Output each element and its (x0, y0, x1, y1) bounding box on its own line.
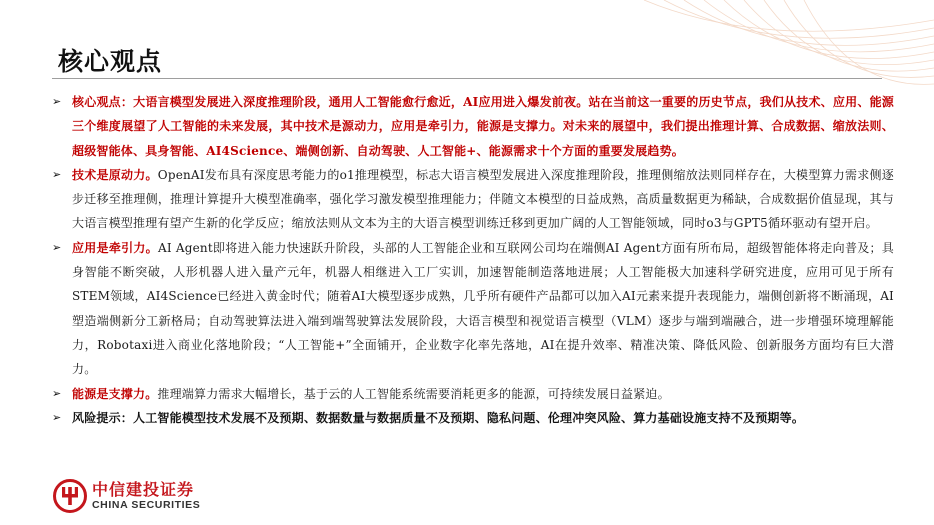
bullet-risk-body: 人工智能模型技术发展不及预期、数据数量与数据质量不及预期、隐私问题、伦理冲突风险、算力基础设施支持不及预期等。 (133, 410, 805, 425)
title-divider (52, 78, 882, 79)
logo-cn-text: 中信建投证券 (92, 479, 195, 499)
bullet-energy (52, 382, 894, 406)
bullet-energy-body: 推理端算力需求大幅增长，基于云的人工智能系统需要消耗更多的能源，可持续发展日益紧迫。 (157, 386, 670, 401)
bullet-risk (52, 406, 894, 430)
bullet-risk-lead: 风险提示： (72, 410, 134, 425)
bullet-technology (52, 163, 894, 236)
arrow-bullet-icon: ➢ (52, 386, 62, 400)
citic-logo-icon (52, 478, 88, 514)
bullet-core-view-text (72, 90, 894, 163)
bullet-core-view-body: 大语言模型发展进入深度推理阶段，通用人工智能愈行愈近，AI应用进入爆发前夜。站在当前这一重要的历史节点，我们从技术、应用、能源三个维度展望了人工智能的未来发展，其中技术是源动力，应用是牵引力，能源是支撑力。对未来的展望中，我们提出推理计算、合成数据、缩放法则、超级智能体、具身智能、AI4Science、端侧创新、自动驾驶、人工智能+、能源需求十个方面的重要发展趋势。 (72, 95, 894, 158)
bullet-technology-lead: 技术是原动力。 (72, 167, 158, 182)
bullet-risk-text (72, 406, 894, 430)
page-title: 核心观点 (58, 47, 163, 76)
logo-en-text: CHINA SECURITIES (92, 498, 201, 511)
bullet-application-lead: 应用是牵引力。 (72, 240, 158, 255)
bullet-technology-body: OpenAI发布具有深度思考能力的o1推理模型，标志大语言模型发展进入深度推理阶段，推理侧缩放法则同样存在，大模型算力需求侧逐步迁移至推理侧，推理计算提升大模型准确率，强化学习激发模型推理能力；伴随文本模型的日益成熟，高质量数据更为稀缺，合成数据价值显现，其与大语言模型推理有望产生新的化学反应；缩放法则从文本为主的大语言模型训练迁移到更加广阔的人工智能领域，同时o3与GPT5循环驱动有望开启。 (72, 167, 894, 231)
logo-text (92, 481, 200, 512)
bullet-list (52, 90, 894, 430)
bullet-application-text (72, 236, 894, 382)
bullet-core-view-lead: 核心观点： (72, 95, 134, 109)
arrow-bullet-icon: ➢ (52, 410, 62, 424)
bullet-core-view (52, 90, 894, 163)
arrow-bullet-icon: ➢ (52, 167, 62, 181)
bullet-application (52, 236, 894, 382)
company-logo (52, 478, 200, 514)
arrow-bullet-icon: ➢ (52, 95, 62, 108)
arrow-bullet-icon: ➢ (52, 240, 62, 254)
corner-line-decoration (604, 0, 934, 90)
bullet-application-body: AI Agent即将进入能力快速跃升阶段，头部的人工智能企业和互联网公司均在端侧AI Agent方面有所布局，超级智能体将走向普及；具身智能不断突破，人形机器人进入量产元年，机器人相继进入工厂实训，加速智能制造落地进展；人工智能极大加速科学研究进度，应用可见于所有STEM领域，AI4Science已经进入黄金时代；随着AI大模型逐步成熟，几乎所有硬件产品都可以加入AI元素来提升表现能力，端侧创新将不断涌现，AI塑造端侧新分工新格局；自动驾驶算法进入端到端驾驶算法发展阶段，大语言模型和视觉语言模型（VLM）逐步与端到端融合，进一步增强环境理解能力，Robotaxi进入商业化落地阶段；“人工智能+”全面铺开，企业数字化率先落地，AI在提升效率、精准决策、降低风险、创新服务方面均有巨大潜力。 (72, 240, 894, 377)
bullet-technology-text (72, 163, 894, 236)
bullet-energy-text (72, 382, 894, 406)
bullet-energy-lead: 能源是支撑力。 (72, 386, 158, 401)
